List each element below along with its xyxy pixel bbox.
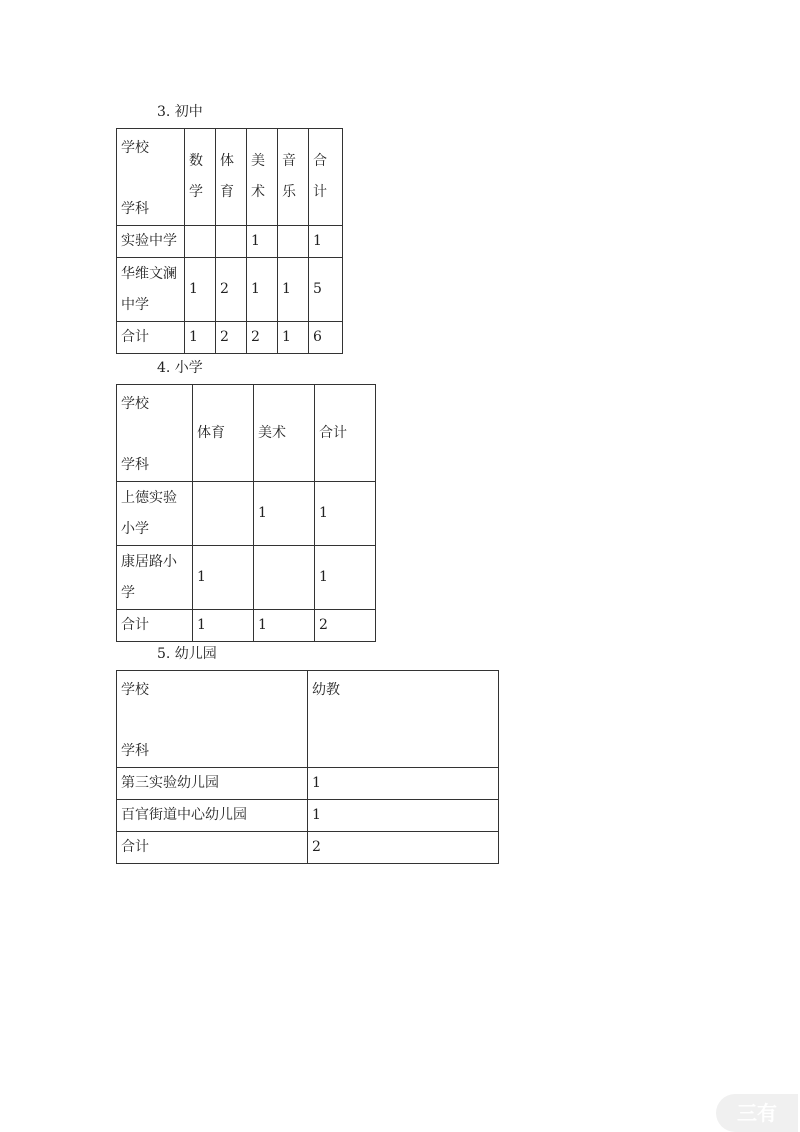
column-header: 体育	[216, 129, 247, 226]
corner-bottom-label: 学科	[121, 743, 149, 759]
corner-cell	[117, 129, 185, 226]
column-header: 美术	[247, 129, 278, 226]
row-school: 第三实验幼儿园	[117, 768, 308, 800]
row-school: 康居路小学	[117, 546, 193, 610]
kindergarten-table	[116, 670, 499, 864]
table-cell	[278, 226, 309, 258]
row-school: 合计	[117, 322, 185, 354]
corner-top-label: 学校	[121, 396, 149, 412]
table-cell: 2	[308, 832, 499, 864]
corner-cell	[117, 385, 193, 482]
table-cell: 1	[247, 258, 278, 322]
table-cell: 2	[315, 610, 376, 642]
table-row	[117, 768, 499, 800]
table-cell: 2	[216, 258, 247, 322]
junior-table	[116, 128, 343, 354]
table-cell: 2	[247, 322, 278, 354]
table-row	[117, 832, 499, 864]
table-row	[117, 322, 343, 354]
column-header: 幼教	[308, 671, 499, 768]
table-cell: 1	[185, 258, 216, 322]
table-cell: 5	[309, 258, 343, 322]
table-cell: 1	[308, 800, 499, 832]
corner-top-label: 学校	[121, 682, 149, 698]
column-header: 体育	[193, 385, 254, 482]
table-row	[117, 258, 343, 322]
corner-top-label: 学校	[121, 140, 149, 156]
table-cell: 1	[308, 768, 499, 800]
column-header: 合计	[315, 385, 376, 482]
table-cell: 1	[185, 322, 216, 354]
table-cell: 1	[278, 322, 309, 354]
table-cell: 1	[315, 546, 376, 610]
table-cell: 1	[193, 610, 254, 642]
table-cell: 1	[254, 610, 315, 642]
row-school: 合计	[117, 610, 193, 642]
primary-table	[116, 384, 376, 642]
column-header: 合计	[309, 129, 343, 226]
table-cell: 1	[315, 482, 376, 546]
table-row	[117, 482, 376, 546]
corner-bottom-label: 学科	[121, 457, 149, 473]
table-cell: 1	[247, 226, 278, 258]
corner-cell	[117, 671, 308, 768]
section-title-junior: 3. 初中	[157, 104, 203, 120]
row-school: 上德实验小学	[117, 482, 193, 546]
corner-bottom-label: 学科	[121, 201, 149, 217]
table-cell: 6	[309, 322, 343, 354]
table-cell: 1	[278, 258, 309, 322]
table-cell: 2	[216, 322, 247, 354]
row-school: 实验中学	[117, 226, 185, 258]
table-cell: 1	[254, 482, 315, 546]
table-row	[117, 546, 376, 610]
column-header: 数学	[185, 129, 216, 226]
section-title-primary: 4. 小学	[157, 360, 203, 376]
watermark-logo: 三有	[716, 1094, 798, 1132]
row-school: 百官街道中心幼儿园	[117, 800, 308, 832]
table-cell: 1	[193, 546, 254, 610]
table-cell	[185, 226, 216, 258]
column-header: 美术	[254, 385, 315, 482]
table-cell	[216, 226, 247, 258]
table-cell: 1	[309, 226, 343, 258]
table-row	[117, 800, 499, 832]
section-title-kindergarten: 5. 幼儿园	[157, 646, 217, 662]
table-row	[117, 610, 376, 642]
row-school: 华维文澜中学	[117, 258, 185, 322]
row-school: 合计	[117, 832, 308, 864]
table-cell	[254, 546, 315, 610]
table-cell	[193, 482, 254, 546]
table-row	[117, 226, 343, 258]
column-header: 音乐	[278, 129, 309, 226]
